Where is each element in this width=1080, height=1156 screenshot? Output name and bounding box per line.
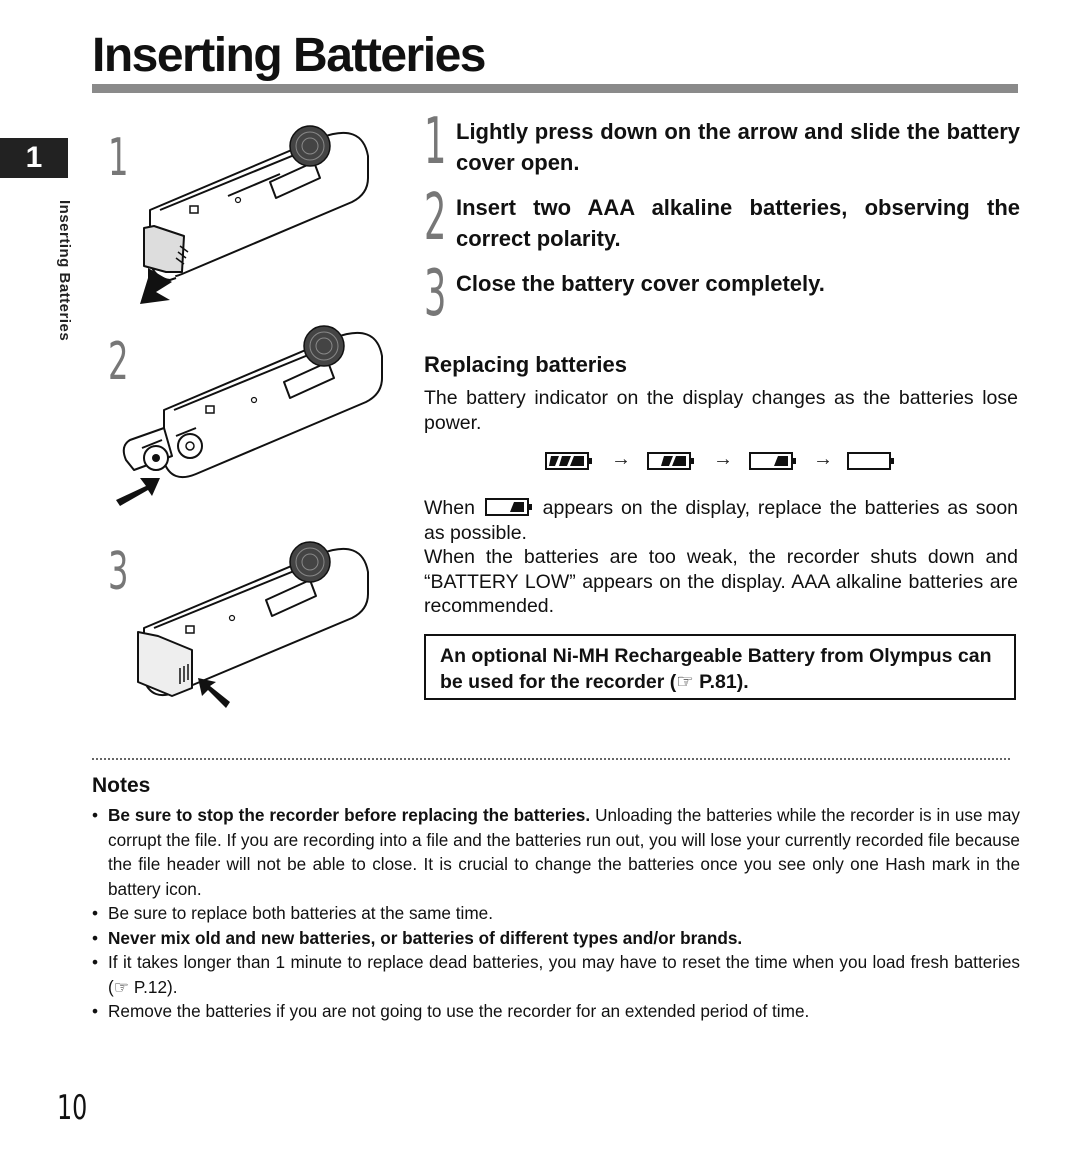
battery-indicator-sequence xyxy=(545,450,905,474)
note-item xyxy=(92,999,1020,1024)
note-text: Unloading the batteries while the recorder is in use may corrupt the file. If you are recording into a file and the batteries run out, you will lose your currently recorded file because the file header will not be able to close. It is crucial to change the batteries once you see only one Hash mark in the battery icon. xyxy=(108,805,1020,899)
step-2 xyxy=(424,181,1020,262)
ni-mh-info-box xyxy=(424,634,1016,700)
step-3 xyxy=(424,257,1020,331)
battery-weak-paragraph: When the batteries are too weak, the recorder shuts down and “BATTERY LOW” appears on the display. AAA alkaline batteries are recommended. xyxy=(424,546,1018,617)
note-item xyxy=(92,950,1020,999)
battery-empty-icon xyxy=(847,452,895,470)
arrow-1: → xyxy=(611,448,631,470)
battery-one-third-icon xyxy=(749,452,797,470)
step-3-number: 3 xyxy=(424,257,447,331)
notes-list xyxy=(92,803,1020,1024)
info-box-text-1: An optional xyxy=(440,645,548,667)
page-reference-link[interactable]: P.81 xyxy=(699,671,737,693)
info-box-text-3: ). xyxy=(736,671,749,693)
arrow-3: → xyxy=(813,448,833,470)
replace-soon-text: appears on the display, replace the batteries as soon as possible. xyxy=(424,497,1019,544)
chapter-tab: 1 xyxy=(0,138,68,178)
title-rule xyxy=(92,84,1018,93)
battery-low-icon xyxy=(485,498,533,516)
info-box-text-2: Rechargeable Battery from Olympus can be used for the recorder ( xyxy=(440,645,992,693)
note-text: Remove the batteries if you are not going to use the recorder for an extended period of time. xyxy=(108,1001,810,1021)
arrow-2: → xyxy=(713,448,733,470)
note-bold-text: Never mix old and new batteries, or batteries of different types and/or brands. xyxy=(108,927,743,948)
recorder-close-cover-illustration xyxy=(130,532,380,712)
recorder-insert-batteries-illustration xyxy=(112,318,387,508)
note-item xyxy=(92,926,1020,951)
illustration-number-3: 3 xyxy=(108,542,129,602)
illustration-number-1: 1 xyxy=(108,128,129,188)
step-1-text: Lightly press down on the arrow and slide the battery cover open. xyxy=(456,119,1020,175)
when-label: When xyxy=(424,497,475,519)
note-text: If it takes longer than 1 minute to replace dead batteries, you may have to reset the time when you load fresh batteries (☞ P.12). xyxy=(108,952,1020,997)
page-number: 10 xyxy=(57,1088,88,1128)
step-2-number: 2 xyxy=(424,181,447,255)
replace-soon-paragraph xyxy=(424,496,1018,545)
battery-two-thirds-icon xyxy=(647,452,695,470)
battery-full-icon xyxy=(545,452,593,470)
note-text: Be sure to replace both batteries at the same time. xyxy=(108,903,494,923)
info-box-highlight: Ni-MH xyxy=(552,645,609,667)
page-title: Inserting Batteries xyxy=(92,29,485,82)
notes-heading: Notes xyxy=(92,774,151,797)
note-item xyxy=(92,901,1020,926)
notes-divider xyxy=(92,758,1010,760)
side-label: Inserting Batteries xyxy=(56,200,73,342)
section-heading-replacing-batteries: Replacing batteries xyxy=(424,352,627,377)
step-2-text: Insert two AAA alkaline batteries, observing the correct polarity. xyxy=(456,195,1020,251)
illustration-number-2: 2 xyxy=(108,332,129,392)
step-3-text: Close the battery cover completely. xyxy=(456,271,825,296)
note-item xyxy=(92,803,1020,901)
step-1 xyxy=(424,105,1020,186)
note-bold-text: Be sure to stop the recorder before replacing the batteries. xyxy=(108,805,591,825)
pointing-hand-icon: ☞ xyxy=(676,670,694,693)
battery-intro-paragraph: The battery indicator on the display changes as the batteries lose power. xyxy=(424,387,1018,434)
recorder-cover-open-illustration xyxy=(130,118,380,308)
step-1-number: 1 xyxy=(424,105,447,179)
